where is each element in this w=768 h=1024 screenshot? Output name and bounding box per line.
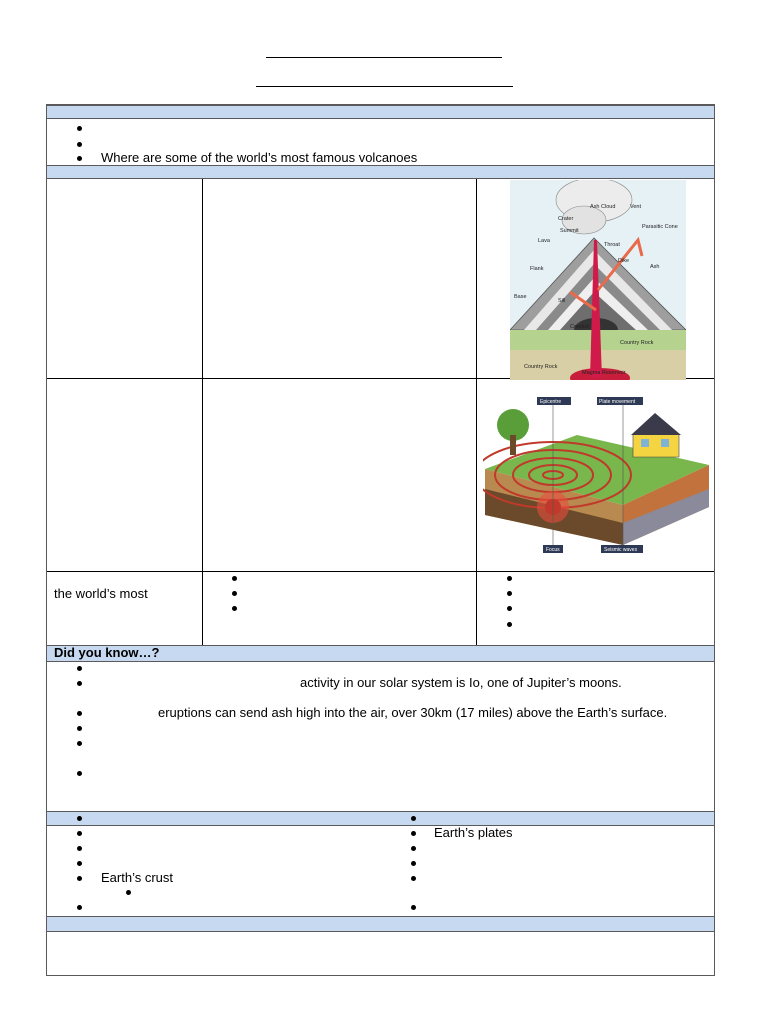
- volcano-label: Dike: [618, 258, 630, 264]
- bullet-dot: [77, 861, 82, 866]
- volcano-label: Crater: [558, 216, 574, 222]
- column-divider: [476, 179, 477, 645]
- bullet-dot: [77, 846, 82, 851]
- volcano-label: Lava: [538, 238, 550, 244]
- earths-plates-item: Earth’s plates: [434, 825, 513, 840]
- bullet-dot: [507, 606, 512, 611]
- earthquake-label: Epicentre: [540, 399, 562, 405]
- volcano-label: Magma Reservoir: [582, 370, 626, 376]
- bullet-dot: [77, 816, 82, 821]
- bullet-dot: [77, 771, 82, 776]
- title-blank-line-1: [266, 57, 502, 58]
- column-divider: [202, 179, 203, 645]
- volcano-label: Ash: [650, 264, 660, 270]
- bullet-dot: [411, 905, 416, 910]
- bullet-dot: [77, 726, 82, 731]
- volcano-label: Country Rock: [620, 340, 654, 346]
- bullet-dot: [507, 622, 512, 627]
- bullet-dot: [77, 905, 82, 910]
- volcano-label: Summit: [560, 228, 579, 234]
- volcano-diagram: [510, 180, 686, 380]
- bullet-dot: [411, 846, 416, 851]
- section-header-band: [47, 165, 714, 179]
- volcano-label: Sill: [558, 298, 566, 304]
- bullet-dot: [77, 666, 82, 671]
- bullet-dot: [77, 156, 82, 161]
- bottom-empty-area: [47, 932, 714, 975]
- volcano-label: Ash Cloud: [590, 204, 616, 210]
- volcano-label: Base: [514, 294, 527, 300]
- bullet-dot: [77, 831, 82, 836]
- bullet-dot: [411, 861, 416, 866]
- bullet-dot: [507, 591, 512, 596]
- bullet-dot: [411, 831, 416, 836]
- bullet-dot: [77, 681, 82, 686]
- fact-ash: eruptions can send ash high into the air, over 30km (17 miles) above the Earth’s surface.: [158, 705, 668, 720]
- sub-bullet-dot: [126, 890, 131, 895]
- volcano-label: Parasitic Cone: [642, 224, 678, 230]
- worksheet-table: [46, 104, 715, 976]
- earths-crust-item: Earth’s crust: [101, 870, 174, 885]
- earthquake-diagram: [483, 395, 711, 555]
- bullet-dot: [411, 816, 416, 821]
- famous-row-label: the world’s most: [54, 586, 148, 601]
- volcano-label: Throat: [604, 242, 620, 248]
- title-blank-line-2: [256, 86, 513, 87]
- bullet-dot: [77, 876, 82, 881]
- section-header-band: [47, 105, 714, 119]
- fact-io: activity in our solar system is Io, one of Jupiter’s moons.: [300, 675, 622, 690]
- volcano-label: Vent: [630, 204, 642, 210]
- row-divider: [47, 571, 714, 572]
- bullet-dot: [77, 126, 82, 131]
- bullet-dot: [411, 876, 416, 881]
- bullet-dot: [232, 591, 237, 596]
- did-you-know-heading: Did you know…?: [54, 645, 160, 660]
- volcano-label: Flank: [530, 266, 544, 272]
- bullet-dot: [507, 576, 512, 581]
- earthquake-label: Seismic waves: [604, 547, 638, 553]
- volcano-label: Country Rock: [524, 364, 558, 370]
- bullet-dot: [77, 711, 82, 716]
- intro-question: Where are some of the world’s most famous volcanoes: [101, 150, 418, 165]
- earthquake-label: Focus: [546, 547, 560, 553]
- volcano-label: Conduit: [570, 324, 589, 330]
- bullet-dot: [232, 576, 237, 581]
- bullet-dot: [232, 606, 237, 611]
- bottom-header-band: [47, 916, 714, 932]
- two-column-header-band: [47, 811, 714, 826]
- bullet-dot: [77, 142, 82, 147]
- bullet-dot: [77, 741, 82, 746]
- earthquake-label: Plate movement: [599, 399, 636, 405]
